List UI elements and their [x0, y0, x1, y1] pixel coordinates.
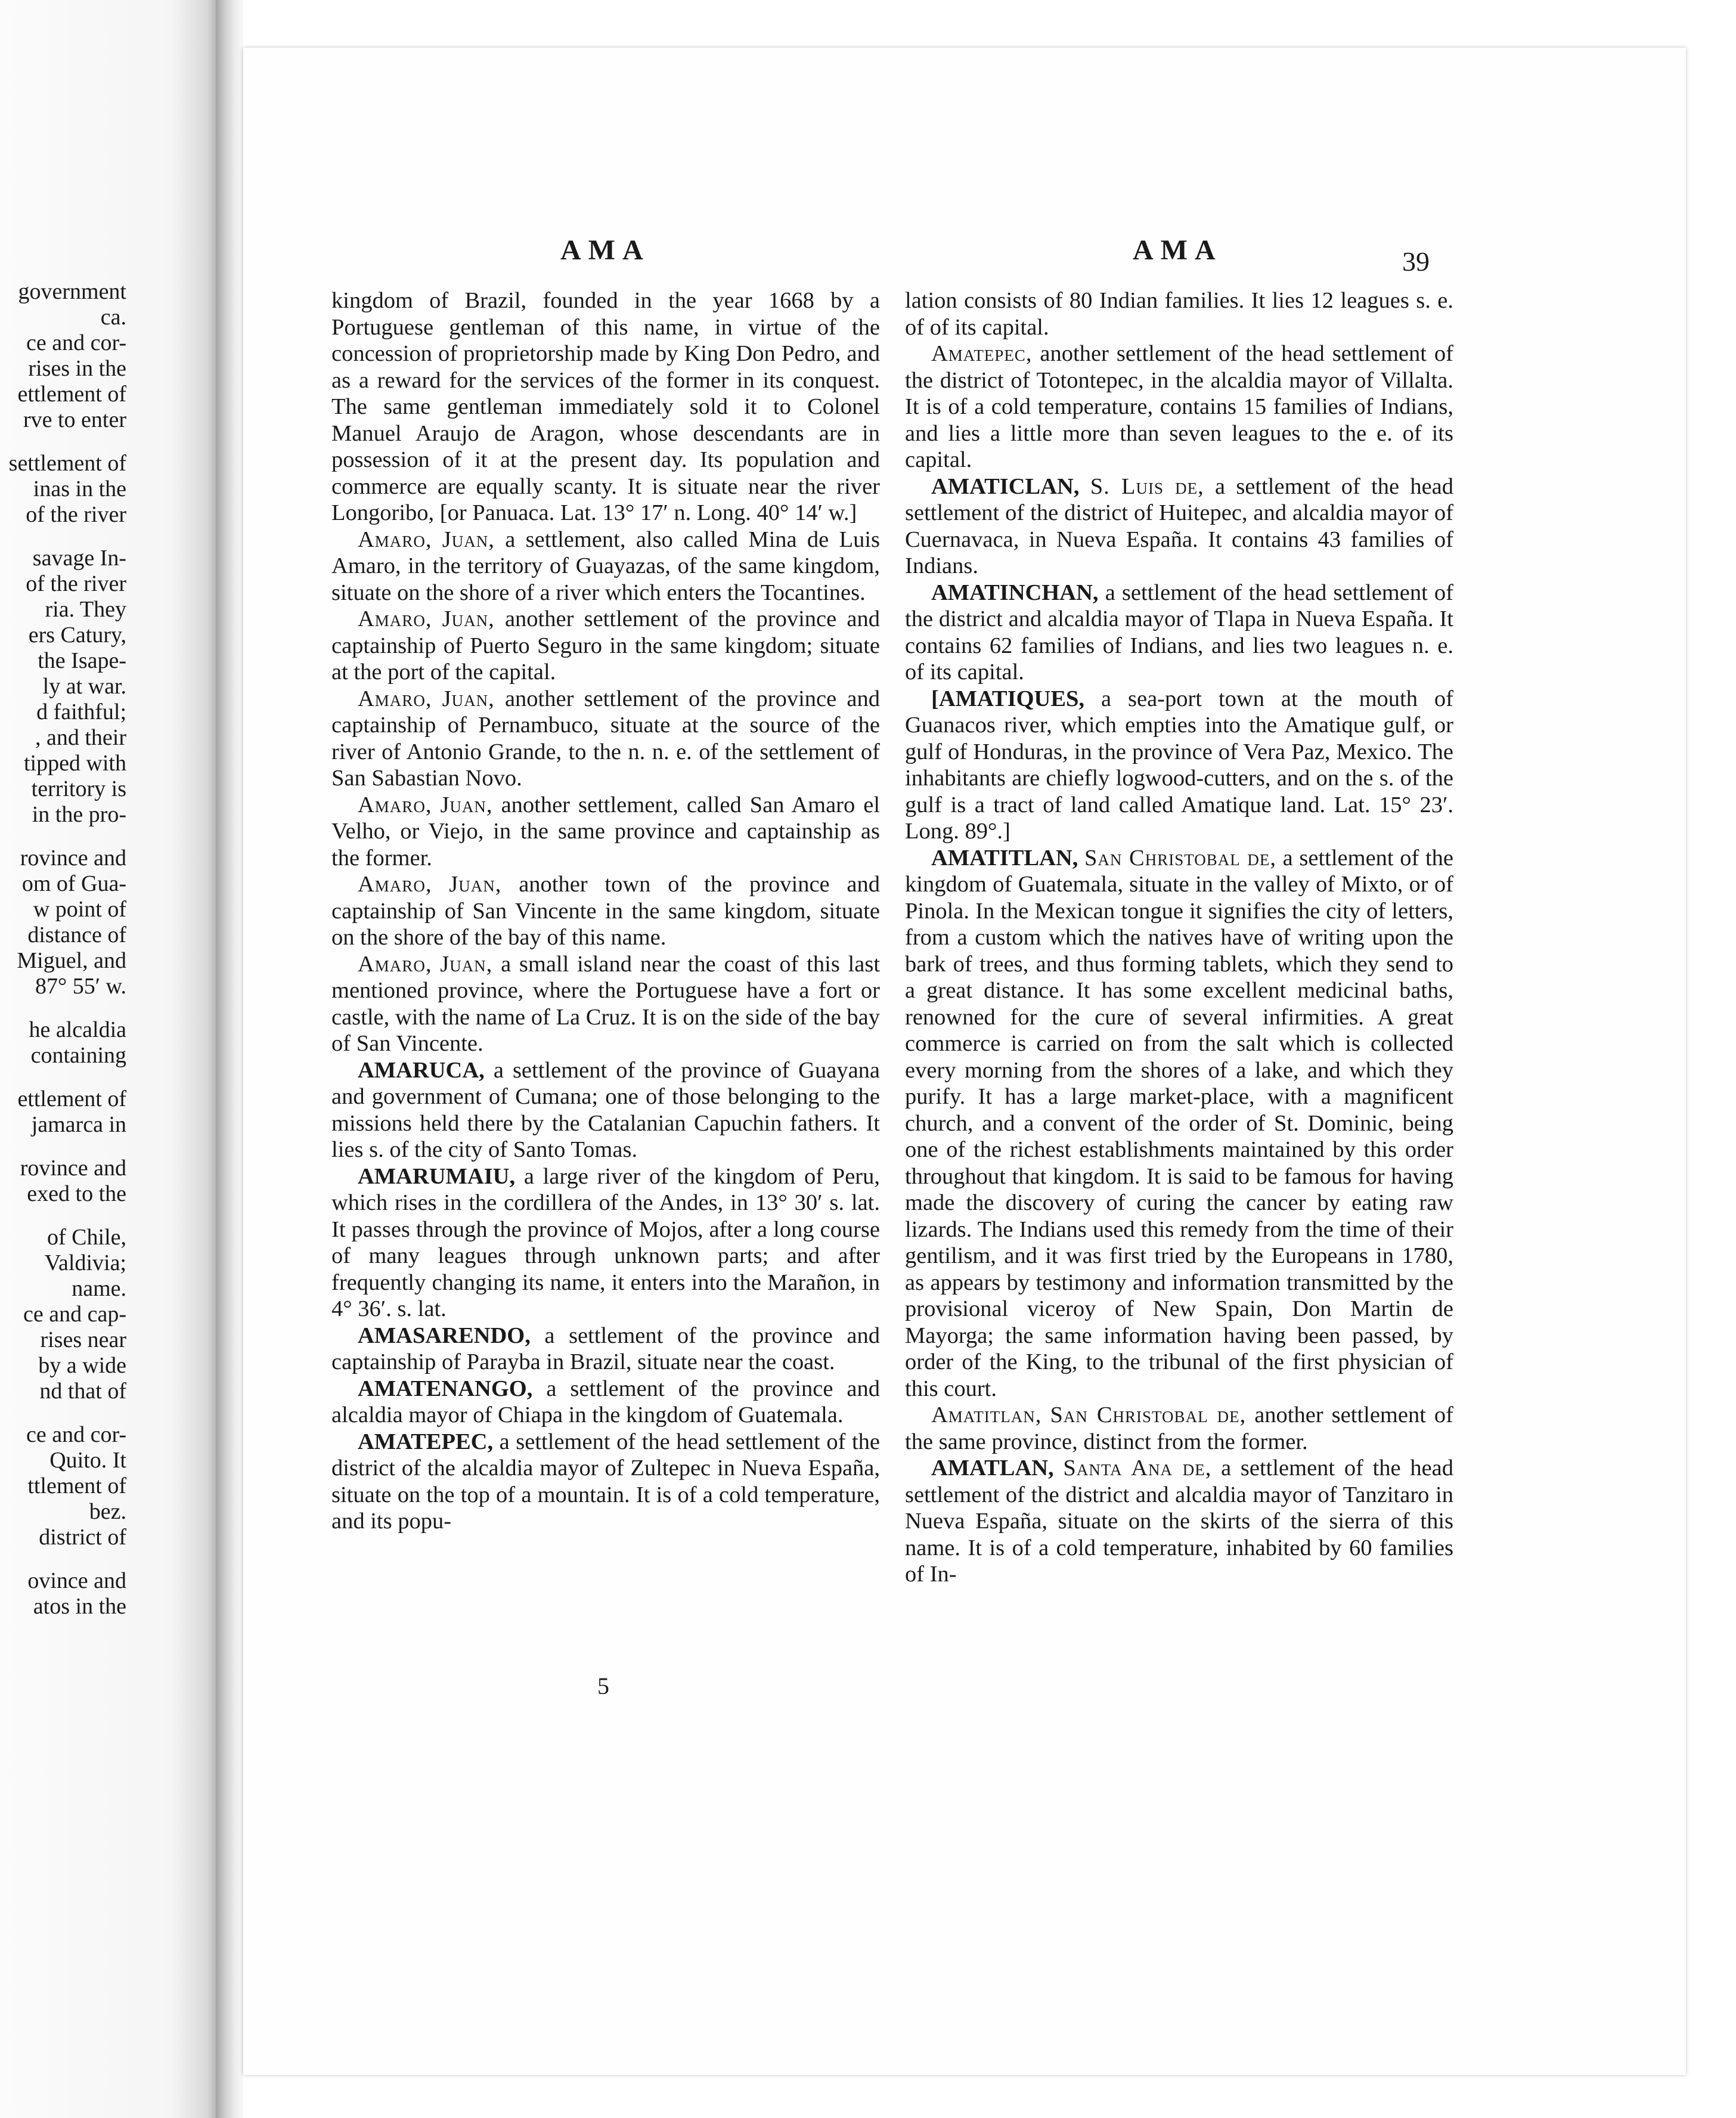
left-page-fragment-line: district of	[39, 1525, 126, 1550]
entry-subheadword: Juan,	[442, 606, 495, 631]
left-page-fragment-line: 87° 55′ w.	[35, 974, 126, 999]
entry-body: a settlement of the kingdom of Guatemala, situate in the valley of Mixto, or of Pinola. In the Mexican tongue it signifies the city of letters, from a custom which the natives have of writing upon the bark of trees, and thus forming tablets, which they send to a great distance. It has some excellent medicinal baths, renowned for the cure of several infirmities. A great commerce is carried on from the salt which is collected every morning from the shores of a lake, and which they purify. It has a large market-place, with a magnificent church, and a convent of the order of St. Dominic, being one of the richest establishments maintained by this order throughout that kingdom. It is said to be famous for having made the discovery of curing the cancer by eating raw lizards. The Indians used this remedy from the time of their gentilism, and it was first tried by the Europeans in 1780, as appears by testimony and information transmitted by the provisional viceroy of New Spain, Don Martin de Mayorga; the same information having been passed, by order of the King, to the tribunal of the first physician of this court.	[905, 845, 1453, 1401]
entry-headword: Amatepec,	[931, 341, 1033, 366]
left-page-fragment-line: exed to the	[27, 1181, 126, 1206]
left-page-text-fragments	[0, 279, 126, 1740]
left-page-fragment-line: ovince and	[27, 1568, 126, 1593]
entry-body: a settlement of the province and captainship of Parayba in Brazil, situate near the coast.	[331, 1323, 880, 1374]
dictionary-entry	[331, 1376, 880, 1429]
entry-headword: Amaro,	[358, 872, 432, 897]
left-page-fragment-line: government	[18, 279, 126, 304]
entry-headword: Amaro,	[358, 951, 432, 977]
entry-body: another settlement of the head settlement of the district of Totontepec, in the alcaldia mayor of Villalta. It is of a cold temperature, contains 15 families of Indians, and lies a little more than seven leagues to the e. of its capital.	[905, 341, 1453, 472]
left-page-fragment-line	[0, 528, 126, 546]
dictionary-entry	[331, 1323, 880, 1376]
entry-body: another settlement of the province and captainship of Pernambuco, situate at the source of the river of Antonio Grande, to the n. n. e. of the settlement of San Sabastian Novo.	[331, 686, 880, 791]
entry-headword: AMATICLAN,	[931, 473, 1080, 499]
entry-headword: AMATLAN,	[931, 1456, 1054, 1481]
dictionary-entry	[905, 845, 1453, 1402]
entry-body: a settlement, also called Mina de Luis Amaro, in the territory of Guayazas, of the same kingdom, situate on the shore of a river which enters the Tocantines.	[331, 527, 880, 605]
left-page-fragment-line: the Isape-	[38, 648, 126, 673]
entry-subheadword: San Christobal de,	[1050, 1402, 1247, 1428]
left-page-fragment-line: rve to enter	[23, 407, 126, 432]
dictionary-entry	[331, 287, 880, 527]
left-page-fragment-line	[0, 828, 126, 846]
entry-body: a settlement of the province of Guayana and government of Cumana; one of those belonging to the missions held there by the Catalanian Capuchin fathers. It lies s. of the city of Santo Tomas.	[331, 1057, 880, 1162]
page-number: 39	[1402, 246, 1430, 277]
entry-subheadword: Juan,	[442, 686, 495, 711]
left-page-fragment-line: of the river	[26, 502, 126, 527]
left-page-fragment-line: ce and cor-	[26, 1422, 126, 1447]
entry-subheadword: Santa Ana de,	[1063, 1456, 1212, 1481]
left-page-fragment-line: distance of	[27, 922, 126, 947]
book-gutter	[216, 0, 243, 2118]
entry-headword: AMATENANGO,	[358, 1376, 533, 1401]
left-page-fragment-line: he alcaldia	[29, 1017, 126, 1042]
dictionary-entry	[905, 473, 1453, 580]
left-page-fragment-line	[0, 999, 126, 1017]
left-page-fragment-line: rises near	[40, 1327, 126, 1352]
dictionary-entry	[331, 792, 880, 872]
dictionary-entry	[331, 951, 880, 1057]
entry-headword: Amatitlan,	[931, 1402, 1042, 1428]
left-page-fragment-line: jamarca in	[31, 1112, 126, 1137]
entry-body: a small island near the coast of this last mentioned province, where the Portuguese have a fort or castle, with the name of La Cruz. It is on the side of the bay of San Vincente.	[331, 951, 880, 1056]
dictionary-entry	[331, 686, 880, 792]
left-page-fragment-line	[0, 1550, 126, 1568]
entry-headword: Amaro,	[358, 792, 432, 818]
entry-subheadword: Juan,	[442, 527, 495, 552]
entry-subheadword: S. Luis de,	[1090, 473, 1204, 499]
dictionary-entry	[905, 340, 1453, 473]
entry-headword: AMARUCA,	[358, 1057, 485, 1083]
running-head-left: AMA	[560, 234, 650, 266]
left-page-fragment-line: territory is	[31, 776, 126, 801]
entry-body: another settlement of the same province, distinct from the former.	[905, 1402, 1453, 1454]
signature-mark: 5	[597, 1673, 609, 1699]
left-page-fragment-line: Valdivia;	[44, 1250, 126, 1275]
left-page-fragment-line: nd that of	[39, 1379, 126, 1404]
dictionary-entry	[905, 580, 1453, 686]
entry-headword: AMASARENDO,	[358, 1323, 531, 1348]
entry-body: a sea-port town at the mouth of Guanacos river, which empties into the Amatique gulf, or gulf of Honduras, in the province of Vera Paz, Mexico. The inhabitants are chiefly logwood-cutters, and on the s. of the gulf is a tract of land called Amatique land. Lat. 15° 23′. Long. 89°.]	[905, 686, 1453, 844]
left-page-fragment-line	[0, 1404, 126, 1422]
entry-body: a settlement of the head settlement of the district of the alcaldia mayor of Zultepec in Nueva España, situate on the top of a mountain. It is of a cold temperature, and its popu-	[331, 1429, 880, 1534]
left-page-fragment-line: ttlement of	[27, 1473, 126, 1498]
left-page-fragment-line: of the river	[26, 571, 126, 596]
left-page-fragment-line: Quito. It	[49, 1448, 126, 1473]
left-page-fragment-line: ce and cor-	[26, 330, 126, 355]
left-page-fragment-line: in the pro-	[32, 802, 126, 827]
dictionary-entry	[331, 1163, 880, 1323]
left-page-fragment-line: ce and cap-	[23, 1302, 126, 1327]
left-page-fragment-line: bez.	[89, 1499, 126, 1524]
dictionary-entry	[905, 686, 1453, 845]
dictionary-entry	[331, 871, 880, 951]
left-page-fragment-line: w point of	[33, 897, 126, 922]
entry-subheadword: Juan,	[440, 951, 493, 977]
dictionary-entry	[331, 1429, 880, 1535]
entry-body: lation consists of 80 Indian families. It lies 12 leagues s. e. of of its capital.	[905, 288, 1453, 340]
left-page-fragment-line: om of Gua-	[21, 871, 126, 896]
left-page-fragment-line: rises in the	[28, 356, 126, 381]
dictionary-entry	[905, 1402, 1453, 1455]
entry-subheadword: San Christobal de,	[1084, 845, 1276, 871]
left-page-fragment-line: rovince and	[20, 1156, 126, 1181]
left-page-fragment-line: Miguel, and	[17, 948, 126, 973]
entry-body: a settlement of the head settlement of the district and alcaldia mayor of Tlapa in Nueva España. It contains 62 families of Indians, and lies two leagues n. e. of its capital.	[905, 580, 1453, 685]
entry-body: a settlement of the province and alcaldia mayor of Chiapa in the kingdom of Guatemala.	[331, 1376, 880, 1428]
left-page-fragment-line: d faithful;	[36, 699, 126, 724]
entry-body: a settlement of the head settlement of the district of Huitepec, and alcaldia mayor of Cuernavaca, in Nueva España. It contains 43 families of Indians.	[905, 473, 1453, 578]
left-page-fragment-line	[0, 1069, 126, 1086]
entry-headword: AMARUMAIU,	[358, 1163, 516, 1189]
left-page-fragment-line: of Chile,	[47, 1225, 126, 1250]
entry-body: a large river of the kingdom of Peru, which rises in the cordillera of the Andes, in 13° 30′ s. lat. It passes through the province of Mojos, after a long course of many leagues through unknown parts; and after frequently changing its name, it enters into the Marañon, in 4° 36′. s. lat.	[331, 1163, 880, 1321]
left-page-fragment-line	[0, 433, 126, 451]
left-page-fragment-line: ly at war.	[42, 674, 126, 699]
left-page-fragment-line: rovince and	[20, 846, 126, 871]
dictionary-entry	[331, 1057, 880, 1163]
left-page-fragment-line: name.	[72, 1276, 126, 1301]
entry-headword: AMATEPEC,	[358, 1429, 494, 1454]
entry-subheadword: Juan,	[449, 872, 502, 897]
entry-headword: Amaro,	[358, 686, 432, 711]
entry-subheadword: Juan,	[440, 792, 493, 818]
left-page-fragment-line: ca.	[100, 305, 126, 330]
entry-body: a settlement of the head settlement of the district and alcaldia mayor of Tanzitaro in Nueva España, situate on the skirts of the sierra of this name. It is of a cold temperature, inhabited by 60 families of In-	[905, 1456, 1453, 1587]
entry-headword: [AMATIQUES,	[931, 686, 1085, 711]
left-page-fragment-line: atos in the	[33, 1594, 126, 1619]
left-page-fragment-line: ers Catury,	[28, 623, 126, 648]
left-page-fragment-line: containing	[30, 1043, 126, 1068]
running-head-right: AMA	[1133, 234, 1223, 266]
entry-headword: Amaro,	[358, 527, 432, 552]
dictionary-entry	[905, 1455, 1453, 1588]
entry-headword: AMATINCHAN,	[931, 580, 1099, 605]
left-page-fragment-line: inas in the	[33, 476, 126, 501]
left-page-fragment-line: tipped with	[23, 751, 126, 776]
entry-headword: Amaro,	[358, 606, 432, 631]
text-column-left	[331, 287, 880, 1707]
left-page-fragment-line: by a wide	[38, 1353, 126, 1378]
entry-body: another settlement, called San Amaro el Velho, or Viejo, in the same province and captainship as the former.	[331, 792, 880, 871]
left-page-fragment-line: ettlement of	[17, 1086, 126, 1111]
left-page-fragment-line: , and their	[35, 725, 126, 750]
dictionary-entry	[331, 527, 880, 606]
left-page-fragment-line: savage In-	[32, 546, 126, 571]
dictionary-entry	[331, 606, 880, 686]
left-page-fragment-line	[0, 1207, 126, 1225]
entry-body: another town of the province and captainship of San Vincente in the same kingdom, situate on the shore of the bay of this name.	[331, 872, 880, 950]
entry-body: kingdom of Brazil, founded in the year 1668 by a Portuguese gentleman of this name, in virtue of the concession of proprietorship made by King Don Pedro, and as a reward for the services of the former in its conquest. The same gentleman immediately sold it to Colonel Manuel Araujo de Aragon, whose descendants are in possession of it at the present day. Its population and commerce are equally scanty. It is situate near the river Longoribo, [or Panuaca. Lat. 13° 17′ n. Long. 40° 14′ w.]	[331, 288, 880, 525]
dictionary-entry	[905, 287, 1453, 340]
left-page-fragment-line: ettlement of	[17, 382, 126, 407]
entry-headword: AMATITLAN,	[931, 845, 1078, 871]
left-page-fragment-line: ria. They	[45, 597, 126, 622]
left-page-fragment-line: settlement of	[8, 451, 126, 476]
left-page-fragment-line	[0, 1138, 126, 1156]
entry-body: another settlement of the province and captainship of Puerto Seguro in the same kingdom; situate at the port of the capital.	[331, 606, 880, 685]
text-column-right	[905, 287, 1453, 1707]
left-page-edge	[0, 0, 216, 2118]
